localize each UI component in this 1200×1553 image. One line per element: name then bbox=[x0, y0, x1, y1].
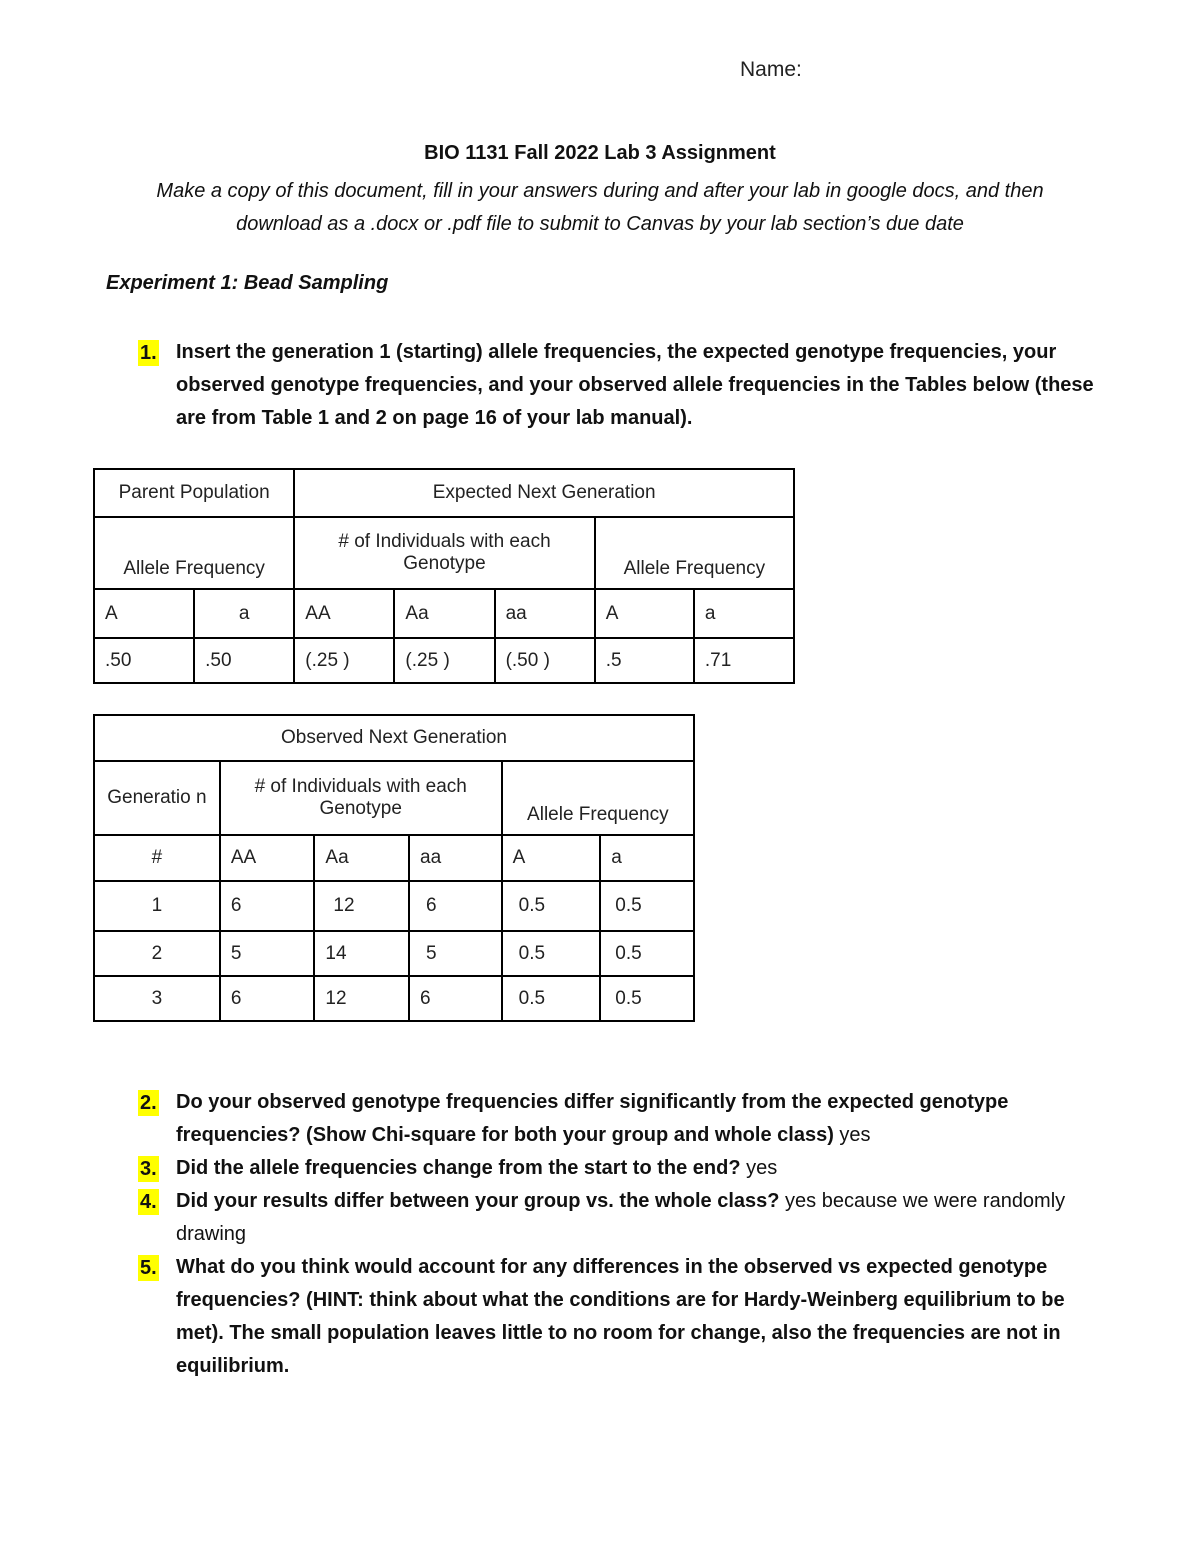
column-header: aa bbox=[495, 589, 595, 638]
table-cell: 6 bbox=[220, 976, 315, 1021]
table-cell: (.25 ) bbox=[394, 638, 494, 683]
column-header: a bbox=[600, 835, 694, 881]
question-text bbox=[176, 1086, 1098, 1152]
question-number: 2. bbox=[140, 1092, 157, 1114]
column-header: AA bbox=[220, 835, 315, 881]
table-cell: 0.5 bbox=[502, 881, 601, 931]
question-5 bbox=[138, 1251, 1098, 1383]
table-cell: 5 bbox=[409, 931, 502, 976]
table-row bbox=[94, 976, 694, 1021]
question-4-text: Did your results differ between your group vs. the whole class? bbox=[176, 1190, 780, 1212]
question-1 bbox=[138, 336, 1098, 435]
observed-next-generation-header: Observed Next Generation bbox=[94, 715, 694, 761]
question-text bbox=[176, 1251, 1098, 1383]
column-header: AA bbox=[294, 589, 394, 638]
table-cell: .50 bbox=[94, 638, 194, 683]
table-cell: 0.5 bbox=[600, 881, 694, 931]
individuals-genotype-header: # of Individuals with each Genotype bbox=[294, 517, 594, 589]
table-cell: 12 bbox=[314, 881, 409, 931]
column-header: A bbox=[502, 835, 601, 881]
question-3 bbox=[138, 1152, 1098, 1185]
allele-frequency-header: Allele Frequency bbox=[502, 761, 694, 835]
question-text bbox=[176, 1152, 1098, 1185]
column-header: # bbox=[94, 835, 220, 881]
table-cell: 14 bbox=[314, 931, 409, 976]
question-2-emphasis: Show Chi-square for both your group and whole class bbox=[312, 1124, 828, 1146]
column-header: aa bbox=[409, 835, 502, 881]
table-cell: 6 bbox=[409, 881, 502, 931]
question-2-answer: yes bbox=[833, 1124, 871, 1146]
column-header: a bbox=[694, 589, 794, 638]
individuals-genotype-header: # of Individuals with each Genotype bbox=[220, 761, 502, 835]
column-header: A bbox=[94, 589, 194, 638]
allele-frequency-header-2: Allele Frequency bbox=[595, 517, 794, 589]
table-cell: 0.5 bbox=[502, 931, 601, 976]
question-5-text: What do you think would account for any differences in the observed vs expected genotype frequencies? (HINT: think about what the conditions are for Hardy-Weinberg equilibrium to be met). The small population leaves little to no room for change, also the frequencies are not in equilibrium. bbox=[176, 1256, 1065, 1377]
table-cell: 6 bbox=[220, 881, 315, 931]
instructions-line-2: download as a .docx or .pdf file to submit to Canvas by your lab section’s due date bbox=[236, 213, 964, 235]
table-cell: 0.5 bbox=[600, 976, 694, 1021]
instructions bbox=[100, 175, 1100, 241]
generation-header: Generatio n bbox=[94, 761, 220, 835]
table-cell: 0.5 bbox=[502, 976, 601, 1021]
table-row bbox=[94, 931, 694, 976]
question-3-answer: yes bbox=[740, 1157, 778, 1179]
experiment-heading: Experiment 1: Bead Sampling bbox=[106, 272, 389, 294]
question-number: 5. bbox=[140, 1257, 157, 1279]
question-text bbox=[176, 336, 1098, 435]
question-2-text: Do your observed genotype frequencies differ significantly from the expected genotype frequencies? ( bbox=[176, 1091, 1009, 1146]
table-cell: (.25 ) bbox=[294, 638, 394, 683]
table-cell: 1 bbox=[94, 881, 220, 931]
question-number: 4. bbox=[140, 1191, 157, 1213]
question-2-close: ) bbox=[827, 1124, 834, 1146]
table-cell: .50 bbox=[194, 638, 294, 683]
expected-next-generation-header: Expected Next Generation bbox=[294, 469, 794, 517]
column-header: Aa bbox=[314, 835, 409, 881]
table-cell: .5 bbox=[595, 638, 694, 683]
question-4 bbox=[138, 1185, 1098, 1251]
question-2 bbox=[138, 1086, 1098, 1152]
table-cell: (.50 ) bbox=[495, 638, 595, 683]
column-header: A bbox=[595, 589, 694, 638]
table-cell: 6 bbox=[409, 976, 502, 1021]
question-1-text: Insert the generation 1 (starting) allele frequencies, the expected genotype frequencies, your observed genotype frequencies, and your observed allele frequencies in the Tables below (these are from Table 1 and 2 on page 16 of your lab manual). bbox=[176, 341, 1094, 429]
table-cell: 0.5 bbox=[600, 931, 694, 976]
question-number: 3. bbox=[140, 1158, 157, 1180]
table-cell: 5 bbox=[220, 931, 315, 976]
table-cell: 3 bbox=[94, 976, 220, 1021]
column-header: a bbox=[194, 589, 294, 638]
instructions-line-1: Make a copy of this document, fill in your answers during and after your lab in google docs, and then bbox=[156, 180, 1044, 202]
question-4-answer: yes because we were randomly drawing bbox=[176, 1190, 1066, 1245]
table-cell: 12 bbox=[314, 976, 409, 1021]
table-cell: .71 bbox=[694, 638, 794, 683]
table-cell: 2 bbox=[94, 931, 220, 976]
table-row bbox=[94, 881, 694, 931]
allele-frequency-header: Allele Frequency bbox=[94, 517, 294, 589]
question-text bbox=[176, 1185, 1098, 1251]
parent-population-header: Parent Population bbox=[94, 469, 294, 517]
column-header: Aa bbox=[394, 589, 494, 638]
expected-generation-table bbox=[93, 468, 795, 684]
name-label: Name: bbox=[740, 58, 802, 81]
question-3-text: Did the allele frequencies change from the start to the end? bbox=[176, 1157, 741, 1179]
page-title: BIO 1131 Fall 2022 Lab 3 Assignment bbox=[424, 142, 776, 164]
observed-generation-table bbox=[93, 714, 695, 1022]
question-number: 1. bbox=[140, 342, 157, 364]
